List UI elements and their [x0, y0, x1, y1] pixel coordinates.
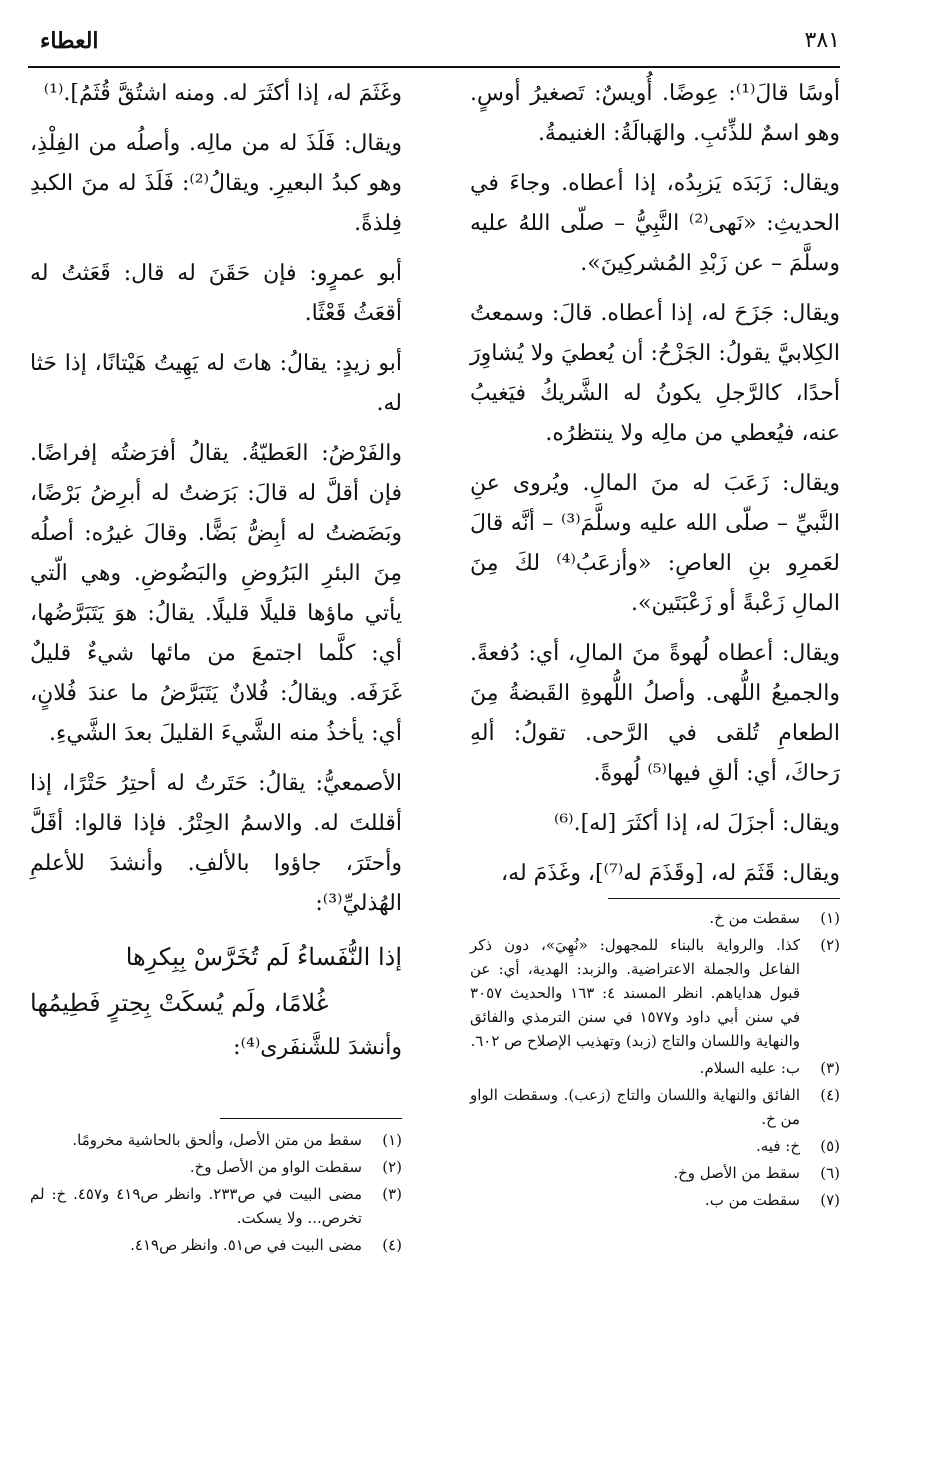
- footnote-text: سقطت من ب.: [704, 1191, 800, 1209]
- paragraph: أبو عمرٍو: فإن حَقَنَ له قال: قَعَثتُ له أقعَثُ قَعْثًا.: [30, 261, 402, 326]
- poem-line-2: غُلامًا، ولَم يُسكَتْ بِحِترٍ فَطِيمُها: [30, 989, 329, 1017]
- page-number: ٣٨١: [804, 28, 840, 53]
- footnote-number: (٢): [382, 1158, 402, 1176]
- footnote-text: ب: عليه السلام.: [699, 1059, 800, 1077]
- footnote-text: مضى البيت في ص٢٣٣. وانظر ص٤١٩ و٤٥٧. خ: لم تخرص... ولا يسكت.: [30, 1185, 363, 1227]
- footnote-number: (٣): [382, 1185, 402, 1203]
- footnote: [470, 1161, 840, 1185]
- footnote: [470, 1056, 840, 1080]
- section-title: العطاء: [40, 28, 99, 54]
- paragraph: ويقال: قَثَمَ له، [وقَذَمَ له⁽⁷⁾]، وغَذَمَ له،: [501, 861, 840, 886]
- footnote-rule-right: [608, 898, 840, 899]
- footnote-number: (٢): [820, 936, 840, 954]
- paragraph: أوسًا قالَ⁽¹⁾: عِوضًا. أُويسٌ: تَصغيرُ أوسٍ. وهو اسمٌ للذِّئبِ. والهَبالَةُ: الغنيمةُ.: [470, 81, 840, 146]
- footnote-text: سقط من الأصل وخ.: [673, 1164, 800, 1182]
- paragraph: الأصمعيُّ: يقالُ: حَتَرتُ له أحتِرُ حَتْرًا، إذا أقللتَ له. والاسمُ الحِتْرُ. فإذا قالوا: أقَلَّ وأحتَرَ، جاؤوا بالألفِ. وأنشدَ للأعلمِ الهُذليِّ⁽³⁾:: [30, 771, 402, 916]
- footnote: [30, 1182, 402, 1230]
- poem: [30, 934, 402, 1026]
- footnote-text: سقط من متن الأصل، وألحق بالحاشية مخرومًا.: [72, 1131, 362, 1149]
- footnote-number: (٧): [820, 1191, 840, 1209]
- paragraph: والفَرْضُ: العَطيّةُ. يقالُ أفرَضتُه إفراضًا. فإن أقلَّ له قالَ: بَرَضتُ له أبرِضُ بَرْضًا، وبَضَضتُ له أبِضُّ بَضًّا. وقالَ غيرُه: أصلُه مِنَ البئرِ البَرُوضِ والبَضُوضِ. وهي الّتي يأتي ماؤها قليلًا قليلًا. يقالُ: هوَ يَتَبَرَّضُها، أي: كلَّما اجتمعَ من مائها شيءٌ قليلٌ غَرَفَه. ويقالُ: فُلانٌ يَتَبَرَّضُ ما عندَ فُلانٍ، أي: يأخذُ منه الشَّيءَ القليلَ بعدَ الشَّيءِ.: [30, 441, 402, 746]
- paragraph: ويقال: فَلَذَ له من مالِه. وأصلُه من الفِلْذِ، وهو كبدُ البعيرِ. ويقالُ⁽²⁾: فَلَذَ له منَ الكبدِ فِلذةً.: [30, 131, 402, 236]
- footnote-text: كذا. والرواية بالبناء للمجهول: «نُهِيَ»، دون ذكر الفاعل والجملة الاعتراضية. والزبد: الهدية، أي: عن قبول هداياهم. انظر المسند ٤: ١٦٣ والحديث ٣٠٥٧ في سنن أبي داود و١٥٧٧ في سنن الترمذي والفائق والنهاية واللسان والتاج (زبد) وتهذيب الإصلاح ص ٦٠٢.: [470, 936, 801, 1050]
- paragraph: ويقال: زَبَدَه يَزبِدُه، إذا أعطاه. وجاءَ في الحديثِ: «نَهى⁽²⁾ النَّبِيُّ – صلّى اللهُ عليه وسلَّمَ – عن زَبْدِ المُشركِينَ».: [470, 171, 840, 276]
- footnote: [30, 1155, 402, 1179]
- footnote-text: سقطت الواو من الأصل وخ.: [189, 1158, 362, 1176]
- footnote-text: مضى البيت في ص٥١. وانظر ص٤١٩.: [130, 1236, 362, 1254]
- footnote-number: (٤): [382, 1236, 402, 1254]
- footnote-number: (٤): [820, 1086, 840, 1104]
- paragraph: وغَثَمَ له، إذا أكثَرَ له. ومنه اشتُقَّ قُثَمُ].⁽¹⁾: [43, 81, 402, 106]
- footnote-number: (٦): [820, 1164, 840, 1182]
- right-column: [470, 74, 840, 904]
- poem-intro: وأنشدَ للشَّنفَرى⁽⁴⁾:: [233, 1035, 402, 1060]
- paragraph: ويقال: أجزَلَ له، إذا أكثَرَ [له].⁽⁶⁾: [553, 811, 840, 836]
- left-column: [30, 74, 402, 1070]
- footnote: [470, 906, 840, 930]
- footnote-text: خ: فيه.: [755, 1137, 800, 1155]
- footnote: [30, 1128, 402, 1152]
- paragraph: ويقال: أعطاه لُهوةً منَ المالِ، أي: دُفعةً. والجميعُ اللُّهى. وأصلُ اللُّهوةِ القَبضةُ مِنَ الطعامِ تُلقى في الرَّحى. تقولُ: ألهِ رَحاكَ، أي: ألقِ فيها⁽⁵⁾ لُهوةً.: [470, 641, 840, 786]
- footnotes-right: [470, 906, 840, 1215]
- footnote: [470, 1134, 840, 1158]
- paragraph: ويقال: جَزَحَ له، إذا أعطاه. قالَ: وسمعتُ الكِلابيَّ يقولُ: الجَزْحُ: أن يُعطيَ ولا يُشاوِرَ أحدًا، كالرَّجلِ يكونُ له الشَّريكُ فيَغيبُ عنه، فيُعطي من مالِه ولا ينتظرُه.: [470, 301, 840, 446]
- footnotes-left: [30, 1128, 402, 1260]
- footnote-text: الفائق والنهاية واللسان والتاج (زعب). وسقطت الواو من خ.: [470, 1086, 800, 1128]
- footnote: [470, 1188, 840, 1212]
- poem-line-1: إذا النُّفَساءُ لَم تُخَرَّسْ بِبِكرِها: [125, 943, 402, 971]
- footnote: [470, 933, 840, 1053]
- footnote-number: (١): [820, 909, 840, 927]
- paragraph: ويقال: زَعَبَ له منَ المالِ. ويُروى عنِ النَّبيِّ – صلّى الله عليه وسلَّمَ⁽³⁾ – أنَّه قالَ لعَمرِو بنِ العاصِ: «وأزعَبُ⁽⁴⁾ لكَ مِنَ المالِ زَعْبةً أو زَعْبَتَين».: [470, 471, 840, 616]
- footnote-number: (١): [382, 1131, 402, 1149]
- footnote-number: (٣): [820, 1059, 840, 1077]
- footnote: [470, 1083, 840, 1131]
- footnote-text: سقطت من خ.: [709, 909, 800, 927]
- footnote: [30, 1233, 402, 1257]
- footnote-number: (٥): [820, 1137, 840, 1155]
- footnote-rule-left: [220, 1118, 402, 1119]
- header-rule: [28, 66, 840, 68]
- paragraph: أبو زيدٍ: يقالُ: هاتَ له يَهِيتُ هَيْتانًا، إذا حَثا له.: [30, 351, 402, 416]
